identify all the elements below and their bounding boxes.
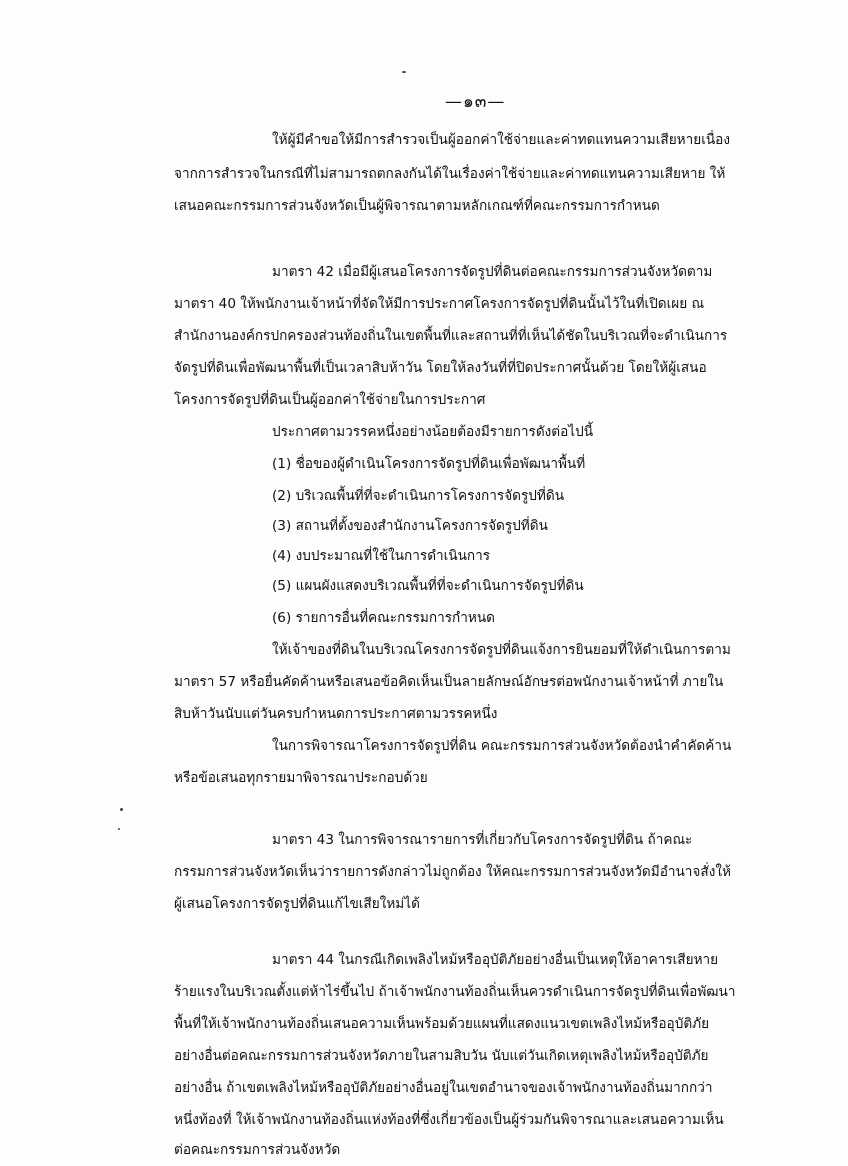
scan-speck xyxy=(118,828,120,830)
text-line: ให้ผู้มีคำขอให้มีการสำรวจเป็นผู้ออกค่าใช้จ่ายและค่าทดแทนความเสียหายเนื่อง xyxy=(272,132,730,148)
text-line: ต่อคณะกรรมการส่วนจังหวัด xyxy=(174,1142,341,1158)
list-item: (3) สถานที่ตั้งของสำนักงานโครงการจัดรูปที่ดิน xyxy=(272,518,548,534)
scan-speck xyxy=(402,71,406,73)
text-line: อย่างอื่น ถ้าเขตเพลิงไหม้หรืออุบัติภัยอย่างอื่นอยู่ในเขตอำนาจของเจ้าพนักงานท้องถิ่นมากกว่า xyxy=(174,1080,713,1096)
section-43-heading-line: มาตรา 43 ในการพิจารณารายการที่เกี่ยวกับโครงการจัดรูปที่ดิน ถ้าคณะ xyxy=(272,832,693,848)
list-item: (1) ชื่อของผู้ดำเนินโครงการจัดรูปที่ดินเพื่อพัฒนาพื้นที่ xyxy=(272,456,586,472)
text-line: มาตรา 40 ให้พนักงานเจ้าหน้าที่จัดให้มีการประกาศโครงการจัดรูปที่ดินนั้นไว้ในที่เปิดเผย ณ xyxy=(174,296,705,312)
text-line: ร้ายแรงในบริเวณตั้งแต่ห้าไร่ขึ้นไป ถ้าเจ้าพนักงานท้องถิ่นเห็นควรดำเนินการจัดรูปที่ดินเพื่อพัฒนา xyxy=(174,984,736,1000)
text-line: สำนักงานองค์กรปกครองส่วนท้องถิ่นในเขตพื้นที่และสถานที่ที่เห็นได้ชัดในบริเวณที่จะดำเนินการ xyxy=(174,328,728,344)
text-line: ในการพิจารณาโครงการจัดรูปที่ดิน คณะกรรมการส่วนจังหวัดต้องนำคำคัดค้าน xyxy=(272,738,732,754)
text-line: จัดรูปที่ดินเพื่อพัฒนาพื้นที่เป็นเวลาสิบห้าวัน โดยให้ลงวันที่ที่ปิดประกาศนั้นด้วย โดยให้ผู้เสนอ xyxy=(174,360,707,376)
list-item: (4) งบประมาณที่ใช้ในการดำเนินการ xyxy=(272,548,491,564)
list-item: (5) แผนผังแสดงบริเวณพื้นที่ที่จะดำเนินการจัดรูปที่ดิน xyxy=(272,578,584,594)
text-line: หรือข้อเสนอทุกรายมาพิจารณาประกอบด้วย xyxy=(174,770,428,786)
page-number: —๑๓— xyxy=(445,92,506,112)
text-line: โครงการจัดรูปที่ดินเป็นผู้ออกค่าใช้จ่ายในการประกาศ xyxy=(174,392,486,408)
text-line: กรรมการส่วนจังหวัดเห็นว่ารายการดังกล่าวไม่ถูกต้อง ให้คณะกรรมการส่วนจังหวัดมีอำนาจสั่งให้ xyxy=(174,864,731,880)
text-line: สิบห้าวันนับแต่วันครบกำหนดการประกาศตามวรรคหนึ่ง xyxy=(174,706,498,722)
text-line: จากการสำรวจในกรณีที่ไม่สามารถตกลงกันได้ในเรื่องค่าใช้จ่ายและค่าทดแทนความเสียหาย ให้ xyxy=(174,166,726,182)
text-line: เสนอคณะกรรมการส่วนจังหวัดเป็นผู้พิจารณาตามหลักเกณฑ์ที่คณะกรรมการกำหนด xyxy=(174,198,660,214)
text-line: พื้นที่ให้เจ้าพนักงานท้องถิ่นเสนอความเห็นพร้อมด้วยแผนที่แสดงแนวเขตเพลิงไหม้หรืออุบัติภัย xyxy=(174,1016,710,1032)
list-item: (2) บริเวณพื้นที่ที่จะดำเนินการโครงการจัดรูปที่ดิน xyxy=(272,488,565,504)
text-line: หนึ่งท้องที่ ให้เจ้าพนักงานท้องถิ่นแห่งท้องที่ซึ่งเกี่ยวข้องเป็นผู้ร่วมกันพิจารณาและเสนอความเห็น xyxy=(174,1112,724,1128)
text-line: ประกาศตามวรรคหนึ่งอย่างน้อยต้องมีรายการดังต่อไปนี้ xyxy=(272,424,594,440)
scan-speck xyxy=(120,808,123,811)
text-line: ให้เจ้าของที่ดินในบริเวณโครงการจัดรูปที่ดินแจ้งการยินยอมที่ให้ดำเนินการตาม xyxy=(272,642,731,658)
section-44-heading-line: มาตรา 44 ในกรณีเกิดเพลิงไหม้หรืออุบัติภัยอย่างอื่นเป็นเหตุให้อาคารเสียหาย xyxy=(272,952,719,968)
text-line: มาตรา 57 หรือยื่นคัดค้านหรือเสนอข้อคิดเห็นเป็นลายลักษณ์อักษรต่อพนักงานเจ้าหน้าที่ ภายใน xyxy=(174,674,724,690)
text-line: อย่างอื่นต่อคณะกรรมการส่วนจังหวัดภายในสามสิบวัน นับแต่วันเกิดเหตุเพลิงไหม้หรืออุบัติภัย xyxy=(174,1048,709,1064)
section-42-heading-line: มาตรา 42 เมื่อมีผู้เสนอโครงการจัดรูปที่ดินต่อคณะกรรมการส่วนจังหวัดตาม xyxy=(272,264,713,280)
text-line: ผู้เสนอโครงการจัดรูปที่ดินแก้ไขเสียใหม่ได้ xyxy=(174,896,420,912)
list-item: (6) รายการอื่นที่คณะกรรมการกำหนด xyxy=(272,610,495,626)
